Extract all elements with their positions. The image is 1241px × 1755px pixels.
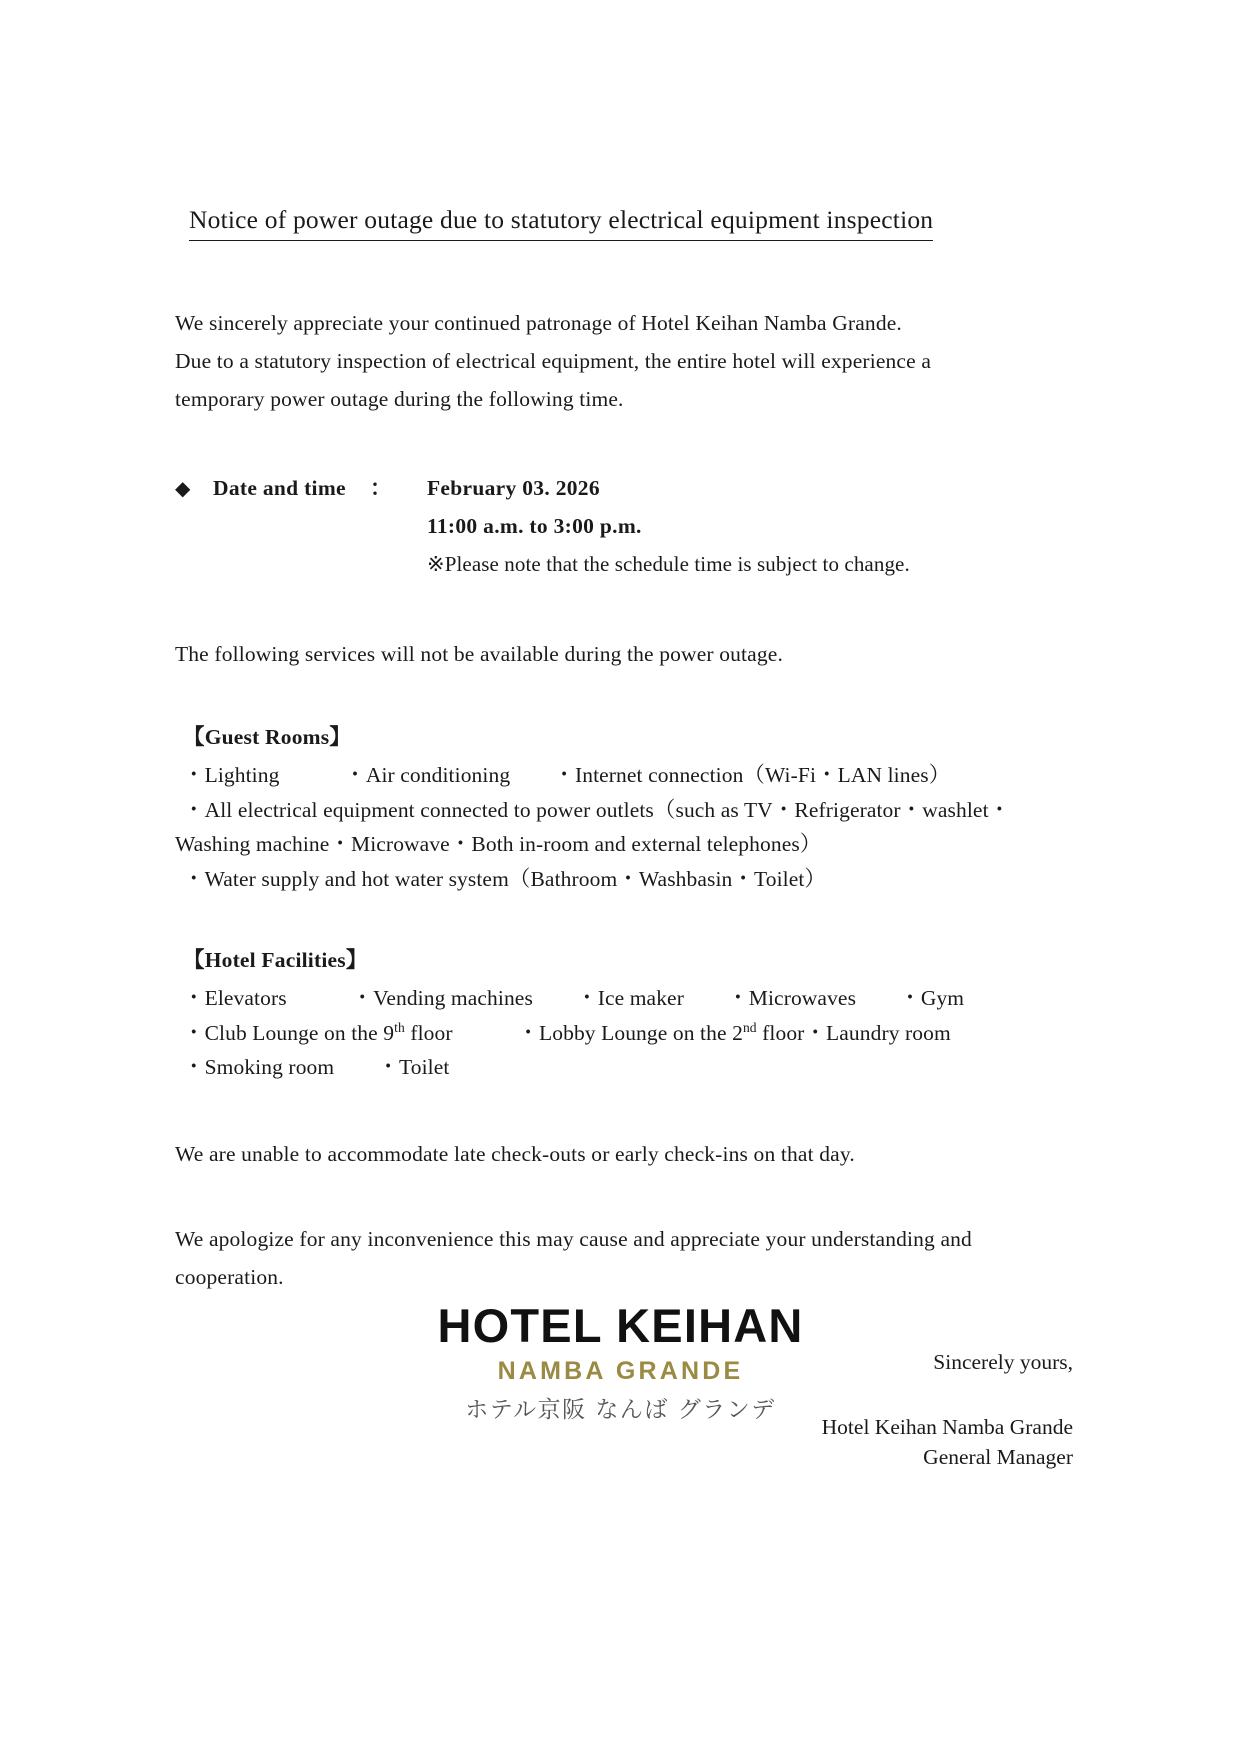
guest-rooms-line-3: Washing machine・Microwave・Both in-room and external telephones） (175, 832, 822, 856)
logo-japanese-text: ホテル京阪 なんば グランデ (465, 1397, 776, 1423)
date-and-time-label: Date and time (213, 476, 346, 500)
outage-date-value: February 03. 2026 (427, 476, 600, 500)
hotel-facilities-floor-line (183, 1016, 1075, 1051)
diamond-bullet-icon: ◆ (175, 478, 191, 500)
section-hotel-facilities (175, 943, 1075, 1085)
logo-sub-text: NAMBA GRANDE (497, 1357, 744, 1385)
guest-rooms-line-1: ・Lighting ・Air conditioning ・Internet connection（Wi-Fi・LAN lines） (183, 763, 951, 787)
intro-line-1: We sincerely appreciate your continued patronage of Hotel Keihan Namba Grande. (175, 311, 902, 335)
hotel-facilities-line-3: ・Smoking room ・Toilet (183, 1055, 450, 1079)
signature-role: General Manager (923, 1444, 1073, 1469)
laundry-room-text: floor・Laundry room (756, 1020, 951, 1045)
club-lounge-text: ・Club Lounge on the 9 (183, 1020, 395, 1045)
date-and-time-block (175, 470, 1075, 582)
hotel-facilities-line-1: ・Elevators ・Vending machines ・Ice maker ・Microwaves ・Gym (183, 986, 965, 1010)
date-and-time-row (175, 470, 1075, 508)
apology-line-2: cooperation. (175, 1264, 284, 1289)
page-title: Notice of power outage due to statutory electrical equipment inspection (189, 205, 933, 241)
ordinal-suffix-9th: th (394, 1019, 405, 1035)
apology-line-1: We apologize for any inconvenience this may cause and appreciate your understanding and (175, 1226, 972, 1251)
hotel-logo (0, 1300, 1241, 1427)
services-lead-line: The following services will not be available during the power outage. (175, 642, 783, 666)
intro-paragraph (175, 304, 1075, 418)
apology-paragraph (175, 1220, 1075, 1296)
signature-hotel-name: Hotel Keihan Namba Grande (821, 1414, 1073, 1439)
guest-rooms-line-4: ・Water supply and hot water system（Bathroom・Washbasin・Toilet） (183, 866, 827, 891)
signoff-text: Sincerely yours, (933, 1349, 1073, 1374)
document-body (175, 205, 1075, 1472)
outage-time-value: 11:00 a.m. to 3:00 p.m. (427, 514, 642, 538)
logo-main-text: HOTEL KEIHAN (437, 1299, 804, 1352)
schedule-change-note: ※Please note that the schedule time is subject to change. (427, 552, 910, 576)
date-and-time-colon: ： (370, 476, 392, 500)
lobby-lounge-text: floor ・Lobby Lounge on the 2 (404, 1020, 743, 1045)
checkout-notice-line: We are unable to accommodate late check-outs or early check-ins on that day. (175, 1141, 855, 1166)
checkout-notice (175, 1135, 1075, 1173)
section-guest-rooms (175, 720, 1075, 896)
intro-line-3: temporary power outage during the following time. (175, 387, 624, 411)
title-container (175, 205, 1075, 241)
ordinal-suffix-2nd: nd (742, 1019, 757, 1035)
guest-rooms-heading: 【Guest Rooms】 (183, 725, 352, 749)
intro-line-2: Due to a statutory inspection of electrical equipment, the entire hotel will experience a (175, 349, 932, 373)
guest-rooms-line-2: ・All electrical equipment connected to power outlets（such as TV・Refrigerator・washlet・ (183, 797, 1011, 822)
hotel-facilities-heading: 【Hotel Facilities】 (183, 948, 368, 972)
